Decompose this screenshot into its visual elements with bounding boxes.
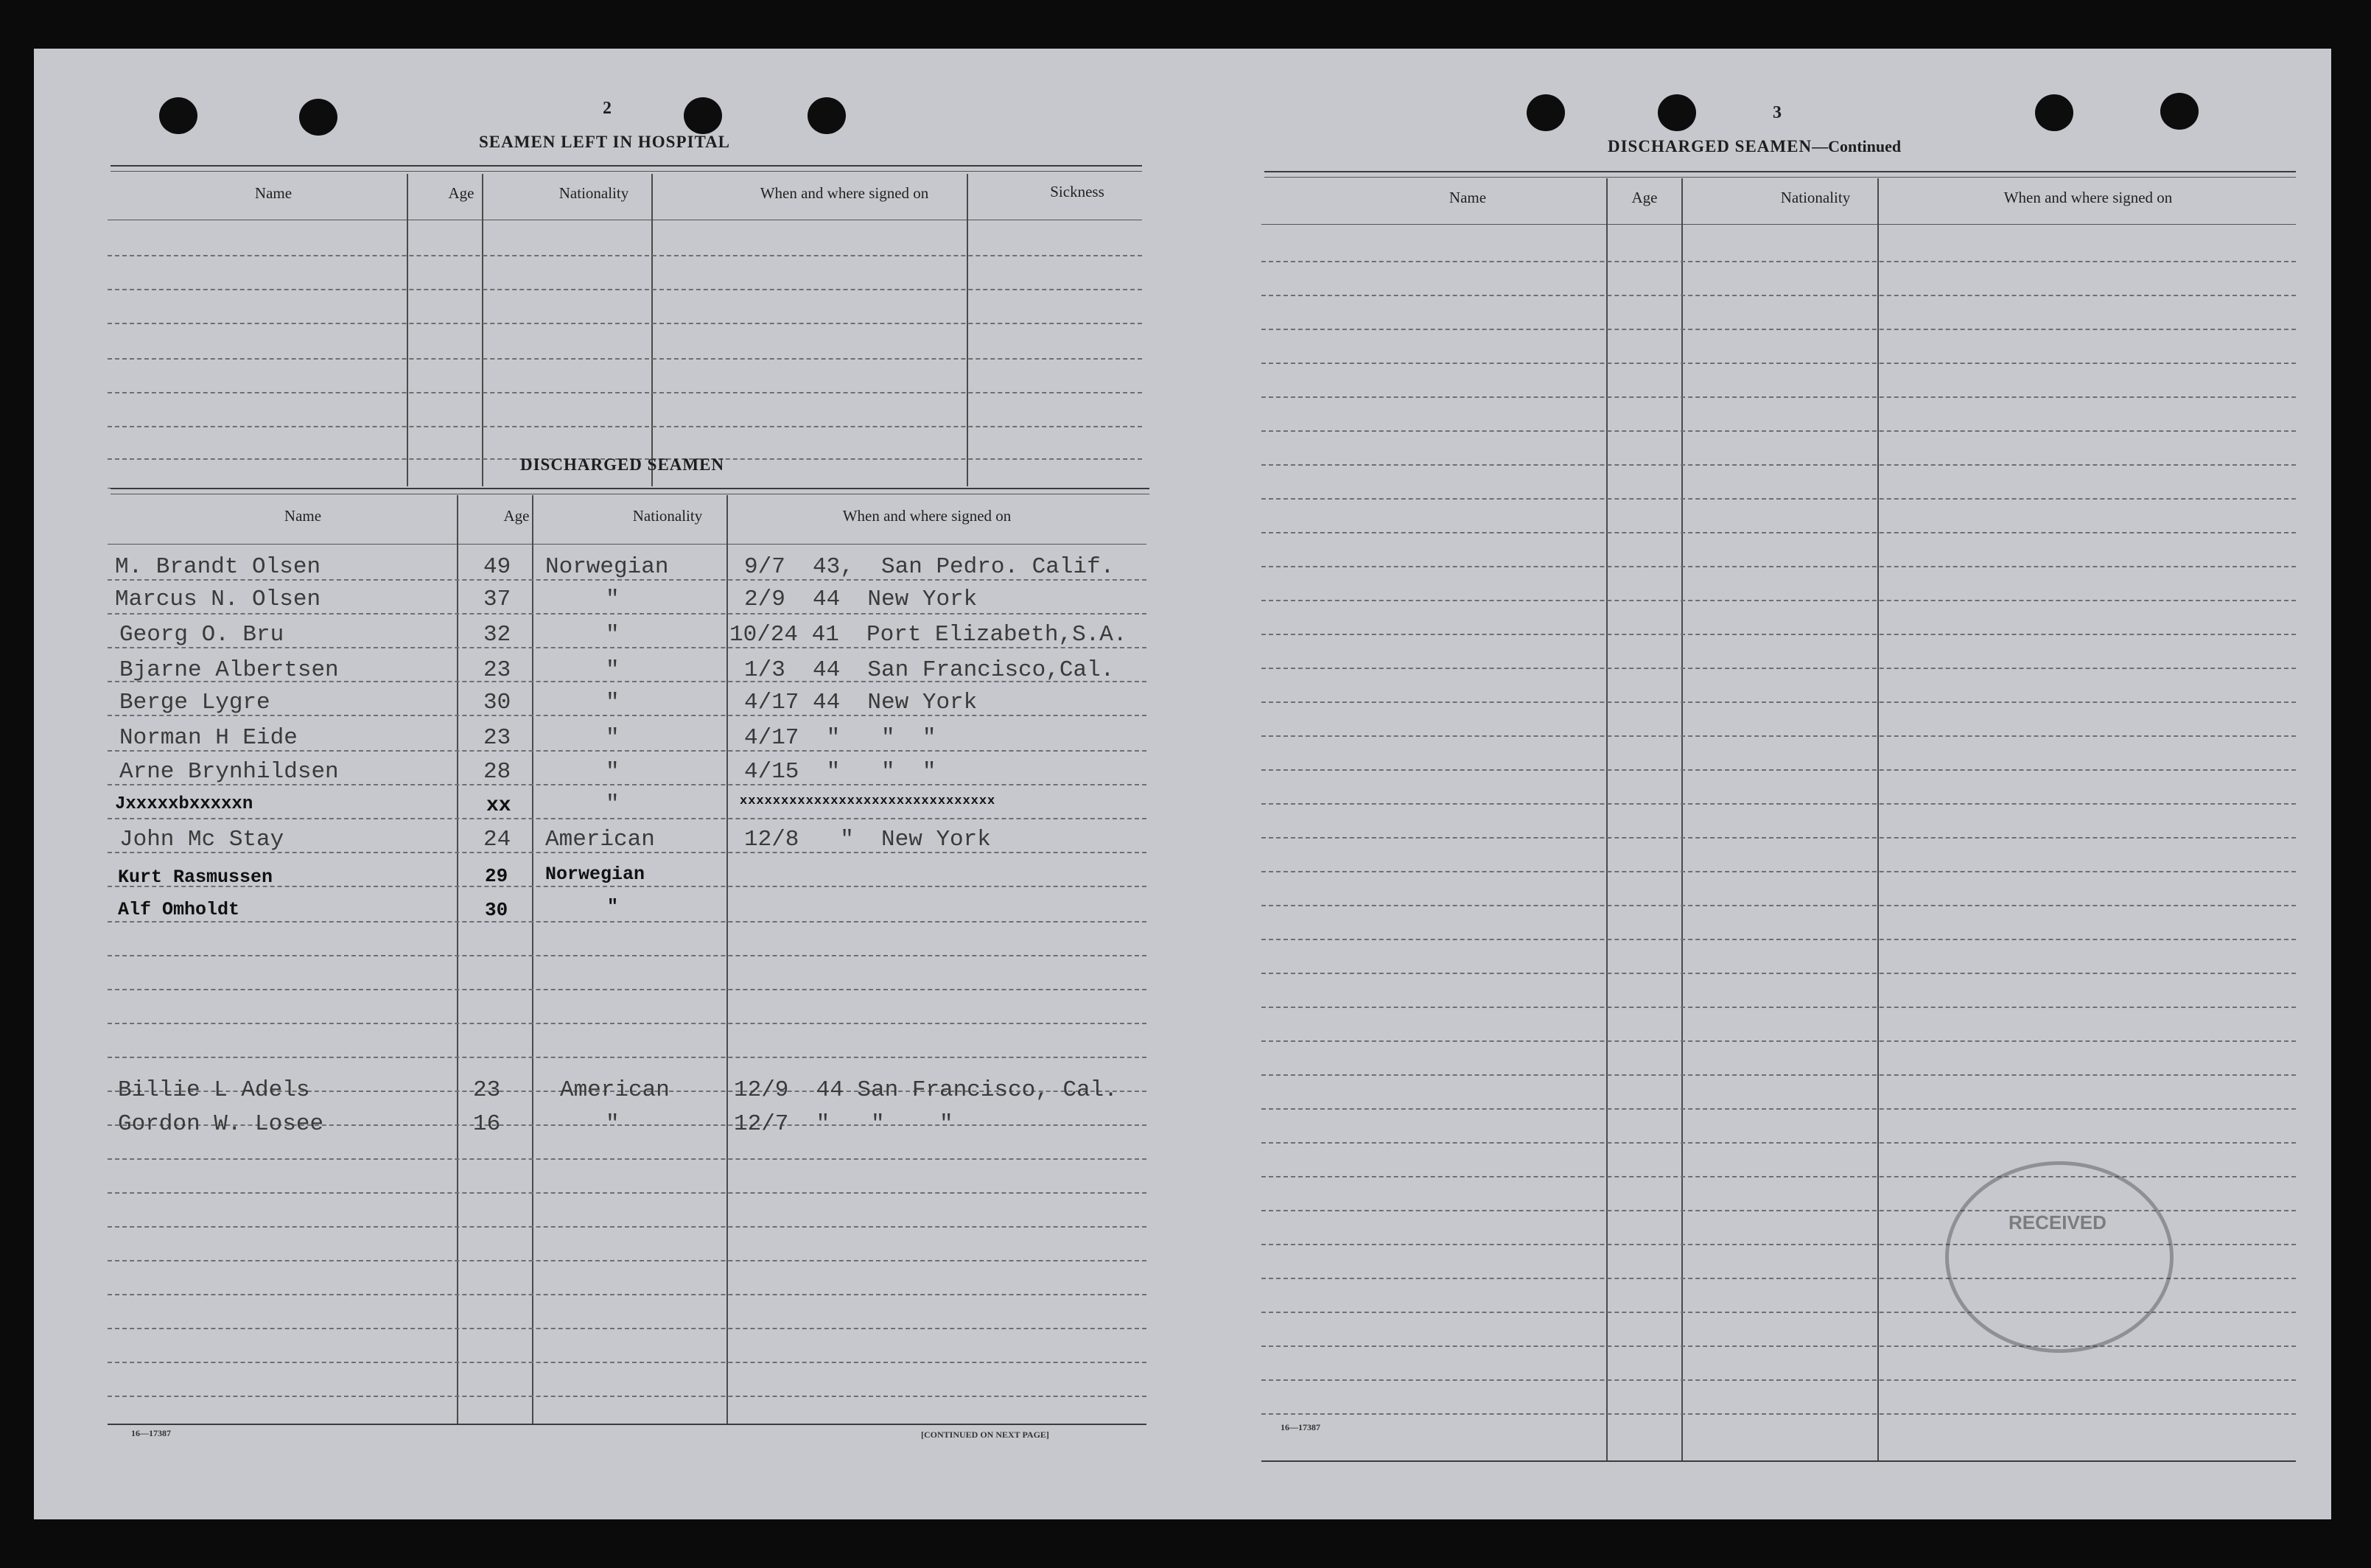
seaman-name: Marcus N. Olsen xyxy=(115,587,321,612)
right-header-rule xyxy=(1261,224,2296,225)
right-column-divider xyxy=(1606,178,1608,1462)
hospital-header-name: Name xyxy=(254,184,293,202)
seaman-signed-on: 1/3 44 San Francisco,Cal. xyxy=(744,657,1115,683)
discharged-column-divider xyxy=(726,495,728,1425)
right-row-line xyxy=(1261,1074,2296,1076)
right-row-line xyxy=(1261,295,2296,296)
right-row-line xyxy=(1261,1040,2296,1042)
right-column-divider xyxy=(1681,178,1683,1462)
seaman-name: Alf Omholdt xyxy=(118,899,240,920)
seaman-signed-on: 2/9 44 New York xyxy=(744,587,978,612)
discharged-row-line xyxy=(108,1260,1146,1261)
right-row-line xyxy=(1261,363,2296,364)
seaman-name: John Mc Stay xyxy=(119,827,284,853)
right-row-line xyxy=(1261,464,2296,466)
stamp-text: RECEIVED xyxy=(2008,1211,2106,1233)
right-row-line xyxy=(1261,566,2296,567)
discharged-row-line xyxy=(108,1192,1146,1194)
seaman-name: Billie L Adels xyxy=(118,1077,310,1103)
page-number-left: 2 xyxy=(603,99,612,118)
right-row-line xyxy=(1261,837,2296,839)
seaman-nationality: Norwegian xyxy=(545,864,645,885)
binder-hole xyxy=(1658,94,1696,131)
right-row-line xyxy=(1261,430,2296,432)
discharged-row-line xyxy=(108,1158,1146,1160)
right-row-line xyxy=(1261,532,2296,533)
right-row-line xyxy=(1261,396,2296,398)
right-row-line xyxy=(1261,973,2296,974)
discharged-section-title: DISCHARGED SEAMEN xyxy=(520,455,725,474)
form-number-left: 16—17387 xyxy=(131,1428,171,1438)
hospital-row-line xyxy=(108,392,1142,393)
seaman-age: 29 xyxy=(485,865,508,887)
discharged-row-line xyxy=(108,1226,1146,1228)
discharged-header-age: Age xyxy=(503,507,530,525)
hospital-header-age: Age xyxy=(448,184,474,202)
seaman-name-struck: Jxxxxxbxxxxxn xyxy=(115,794,253,814)
discharged-header-name: Name xyxy=(284,507,322,525)
seaman-nationality: " xyxy=(606,622,620,648)
right-row-line xyxy=(1261,769,2296,771)
received-stamp xyxy=(1945,1161,2174,1353)
seaman-age: 30 xyxy=(483,690,511,715)
hospital-column-divider xyxy=(482,174,483,486)
right-row-line xyxy=(1261,905,2296,906)
seaman-age: 28 xyxy=(483,759,511,785)
seaman-nationality: " xyxy=(606,725,620,751)
binder-hole xyxy=(159,97,197,134)
binder-hole xyxy=(2160,93,2199,130)
right-row-line xyxy=(1261,261,2296,262)
seaman-name: Georg O. Bru xyxy=(119,622,284,648)
right-row-line xyxy=(1261,1345,2296,1347)
right-row-line xyxy=(1261,701,2296,703)
right-header-signed-on: When and where signed on xyxy=(2003,189,2173,206)
discharged-row-line xyxy=(108,1057,1146,1058)
seaman-name: Bjarne Albertsen xyxy=(119,657,339,683)
hospital-column-divider xyxy=(967,174,968,486)
right-page-title-suffix: —Continued xyxy=(1812,137,1902,155)
seaman-age: 49 xyxy=(483,554,511,580)
binder-hole xyxy=(808,97,846,134)
seaman-nationality: " xyxy=(606,791,620,817)
seaman-signed-on: 10/24 41 Port Elizabeth,S.A. xyxy=(729,622,1127,648)
right-page-title-main: DISCHARGED SEAMEN xyxy=(1608,137,1813,155)
hospital-section-title: SEAMEN LEFT IN HOSPITAL xyxy=(479,133,731,151)
seaman-age: 23 xyxy=(473,1077,501,1103)
right-row-line xyxy=(1261,1176,2296,1177)
right-column-divider xyxy=(1877,178,1879,1462)
discharged-header-nationality: Nationality xyxy=(632,507,703,525)
right-row-line xyxy=(1261,498,2296,500)
right-row-line xyxy=(1261,634,2296,635)
seaman-nationality: " xyxy=(606,690,620,715)
right-header-age: Age xyxy=(1631,189,1658,206)
discharged-table-top-rule xyxy=(111,488,1149,489)
right-table-bottom-rule xyxy=(1261,1460,2296,1462)
right-table-top-rule xyxy=(1264,171,2296,172)
seaman-age: 16 xyxy=(473,1111,501,1137)
right-header-nationality: Nationality xyxy=(1780,189,1851,206)
discharged-row-line xyxy=(108,1294,1146,1295)
seaman-age: 23 xyxy=(483,657,511,683)
seaman-name: Norman H Eide xyxy=(119,725,298,751)
discharged-column-divider xyxy=(457,495,458,1425)
page-number-right: 3 xyxy=(1773,103,1782,122)
right-row-line xyxy=(1261,871,2296,872)
hospital-row-line xyxy=(108,426,1142,427)
seaman-nationality: Norwegian xyxy=(545,554,669,580)
right-row-line xyxy=(1261,1379,2296,1381)
seaman-nationality: " xyxy=(606,1111,620,1137)
seaman-age-struck: xx xyxy=(486,794,511,817)
hospital-column-divider xyxy=(407,174,408,486)
discharged-row-line xyxy=(108,989,1146,990)
discharged-header-rule xyxy=(108,544,1146,545)
seaman-name: Gordon W. Losee xyxy=(118,1111,324,1137)
seaman-age: 23 xyxy=(483,725,511,751)
discharged-row-line xyxy=(108,1328,1146,1329)
binder-hole xyxy=(299,99,337,136)
right-row-line xyxy=(1261,939,2296,940)
discharged-row-line xyxy=(108,1362,1146,1363)
seaman-signed-on: 12/7 " " " xyxy=(734,1111,953,1137)
right-row-line xyxy=(1261,1007,2296,1008)
right-row-line xyxy=(1261,1108,2296,1110)
form-number-right: 16—17387 xyxy=(1281,1422,1320,1432)
right-header-name: Name xyxy=(1449,189,1487,206)
hospital-row-line xyxy=(108,358,1142,360)
hospital-table-top-rule xyxy=(111,171,1142,172)
seaman-name: Berge Lygre xyxy=(119,690,270,715)
discharged-header-signed-on: When and where signed on xyxy=(842,507,1012,525)
right-row-line xyxy=(1261,329,2296,330)
hospital-row-line xyxy=(108,289,1142,290)
seaman-signed-on: 4/15 " " " xyxy=(744,759,936,785)
seaman-nationality: " xyxy=(607,896,619,917)
right-page-title xyxy=(1608,137,1901,156)
seaman-nationality: " xyxy=(606,657,620,683)
right-row-line xyxy=(1261,735,2296,737)
seaman-age: 37 xyxy=(483,587,511,612)
seaman-name: Arne Brynhildsen xyxy=(119,759,339,785)
right-row-line xyxy=(1261,668,2296,669)
hospital-header-sickness: Sickness xyxy=(1050,183,1104,200)
seaman-age: 30 xyxy=(485,899,508,921)
hospital-header-signed-on: When and where signed on xyxy=(760,184,929,202)
hospital-table-top-rule xyxy=(111,165,1142,167)
seaman-signed-on: 9/7 43, San Pedro. Calif. xyxy=(744,554,1115,580)
discharged-column-divider xyxy=(532,495,533,1425)
seaman-nationality: American xyxy=(545,827,655,853)
seaman-signed-on: 12/9 44 San Francisco, Cal. xyxy=(734,1077,1118,1103)
binder-hole xyxy=(2035,94,2073,131)
seaman-signed-on: 4/17 44 New York xyxy=(744,690,978,715)
continued-note: [CONTINUED ON NEXT PAGE] xyxy=(921,1429,1049,1440)
discharged-row-line xyxy=(108,818,1146,819)
binder-hole xyxy=(1527,94,1565,131)
hospital-row-line xyxy=(108,255,1142,256)
hospital-row-line xyxy=(108,323,1142,324)
seaman-name: M. Brandt Olsen xyxy=(115,554,321,580)
discharged-row-line xyxy=(108,921,1146,923)
hospital-header-nationality: Nationality xyxy=(558,184,629,202)
seaman-nationality: " xyxy=(606,587,620,612)
seaman-signed-on-struck: xxxxxxxxxxxxxxxxxxxxxxxxxxxxxxx xyxy=(740,794,996,808)
seaman-nationality: American xyxy=(560,1077,670,1103)
seaman-signed-on: 12/8 " New York xyxy=(744,827,991,853)
discharged-row-line xyxy=(108,1396,1146,1397)
right-row-line xyxy=(1261,1142,2296,1144)
document-sheet xyxy=(34,49,2331,1519)
discharged-table-bottom-rule xyxy=(108,1424,1146,1425)
right-row-line xyxy=(1261,600,2296,601)
seaman-signed-on: 4/17 " " " xyxy=(744,725,936,751)
right-row-line xyxy=(1261,1413,2296,1415)
seaman-name: Kurt Rasmussen xyxy=(118,867,273,888)
hospital-column-divider xyxy=(651,174,653,486)
seaman-age: 32 xyxy=(483,622,511,648)
binder-hole xyxy=(684,97,722,134)
seaman-age: 24 xyxy=(483,827,511,853)
discharged-row-line xyxy=(108,1023,1146,1024)
discharged-row-line xyxy=(108,613,1146,615)
discharged-row-line xyxy=(108,955,1146,956)
right-row-line xyxy=(1261,803,2296,805)
right-table-top-rule xyxy=(1264,177,2296,178)
seaman-nationality: " xyxy=(606,759,620,785)
